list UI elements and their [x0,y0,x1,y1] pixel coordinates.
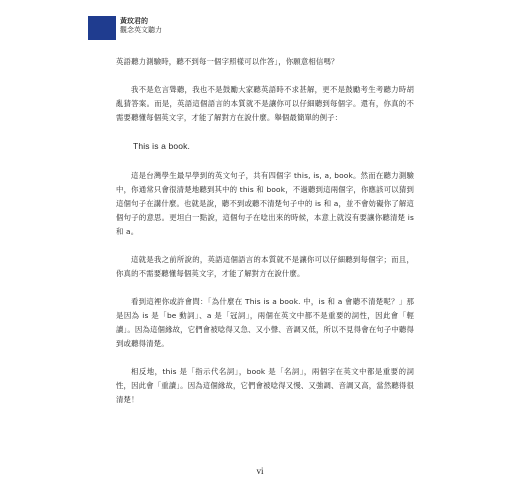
page-body [116,55,414,421]
paragraph: 我不是危言聳聽，我也不是鼓勵大家聽英語時不求甚解，更不是鼓勵考生考聽力時胡亂猜答案。而是，英語這個語言的本質就不是讓你可以仔細聽到每個字。還有，你真的不需要聽懂每個英文字，才能了解對方在說什麼。舉個最簡單的例子： [116,85,414,122]
header-book-title: 觀念英文聽力 [120,26,162,34]
page-number: vi [256,466,264,476]
paragraph: 看到這裡你或許會問：「為什麼在 This is a book. 中，is 和 a 會聽不清楚呢？」那是因為 is 是「be 動詞」、a 是「冠詞」，兩個在英文中都不是重要的詞性，因此會「輕讀」。因為這個緣故，它們會被唸得又急、又小聲、音調又低，所以不見得會在句子中聽得到或聽得清楚。 [116,297,414,348]
header-color-block [88,16,116,40]
running-header [120,17,162,35]
paragraph: 英語聽力測驗時，聽不到每一個字照樣可以作答」，你願意相信嗎？ [116,57,339,66]
paragraph: 相反地，this 是「指示代名詞」，book 是「名詞」，兩個字在英文中都是重要的詞性，因此會「重讀」。因為這個緣故，它們會被唸得又慢、又強調、音調又高，當然聽得很清楚！ [116,367,414,404]
example-sentence: This is a book. [133,141,191,151]
header-author: 黃玟君的 [120,17,148,25]
paragraph: 這就是我之前所說的，英語這個語言的本質就不是讓你可以仔細聽到每個字；而且，你真的不需要聽懂每個英文字，才能了解對方在說什麼。 [116,255,414,278]
paragraph: 這是台灣學生最早學到的英文句子，共有四個字 this, is, a, book。然而在聽力測驗中，你通常只會很清楚地聽到其中的 this 和 book，不過聽到這兩個字，你應該可以猜到這個句子在講什麼。也就是說，聽不到或聽不清楚句子中的 is 和 a，並不會妨礙你了解這個句子的意思。更坦白一點說，這個句子在唸出來的時候，本意上就沒有要讓你聽清楚 is 和 a。 [116,171,414,236]
